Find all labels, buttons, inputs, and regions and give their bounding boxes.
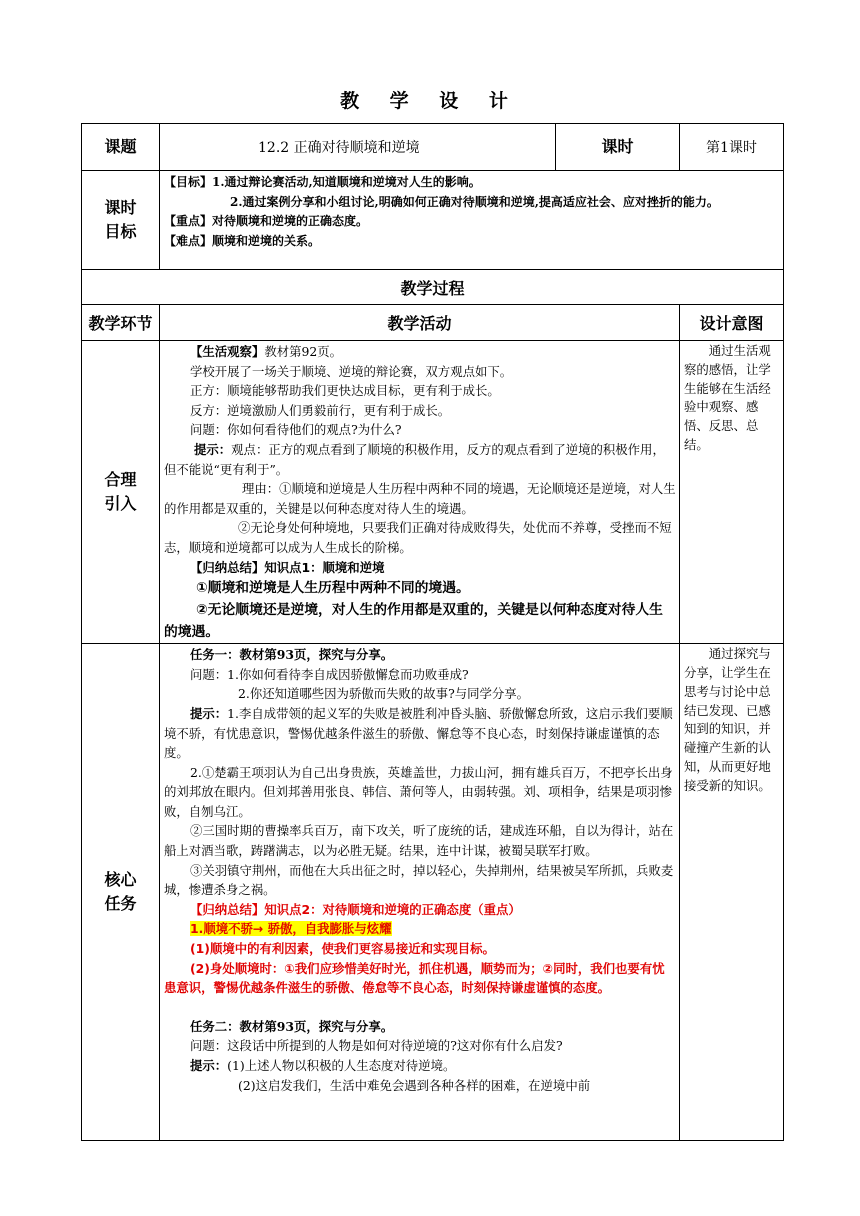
task-two-hint <box>164 1056 676 1076</box>
summary-heading: 【归纳总结】知识点2：对待顺境和逆境的正确态度（重点） <box>190 901 521 917</box>
course-value: 12.2 正确对待顺境和逆境 <box>160 124 556 171</box>
intro-paragraph: 学校开展了一场关于顺境、逆境的辩论赛，双方观点如下。 <box>190 363 513 379</box>
section-core-label-line2: 任务 <box>104 894 137 914</box>
goals-label <box>82 171 160 270</box>
goal-line: 【重点】对待顺境和逆境的正确态度。 <box>164 214 369 228</box>
observation-tag: 【生活观察】 <box>190 344 265 359</box>
spacer <box>164 998 676 1017</box>
goal-line: 【难点】顺境和逆境的关系。 <box>164 233 321 248</box>
section-core-label <box>82 644 160 1141</box>
hint-text: 观点：正方的观点看到了顺境的积极作用，反方的观点看到了逆境的积极作用，但不能说“更有利于”。 <box>164 441 665 477</box>
summary-heading: 【归纳总结】知识点1：顺境和逆境 <box>190 559 385 575</box>
task-one-hint: ②三国时期的曹操率兵百万，南下攻关，听了庞统的话，建成连环船，自以为得计，站在船上对酒当歌，踌躇满志，以为必胜无疑。结果，连中计谋，被蜀吴联军打败。 <box>164 823 674 859</box>
column-intent: 设计意图 <box>680 305 784 341</box>
section-core-row <box>82 644 784 1141</box>
hours-value: 第1课时 <box>680 124 784 171</box>
knowledge-point: (2)身处顺境时：①我们应珍惜美好时光，抓住机遇，顺势而为；②同时，我们也要有忧患意识，警惕优越条件滋生的骄傲、倦怠等不良心态，时刻保持谦虚谨慎的态度。 <box>164 960 665 996</box>
section-intro-label-line2: 引入 <box>104 494 137 514</box>
reason-one: 理由：①顺境和逆境是人生历程中两种不同的境遇，无论顺境还是逆境，对人生的作用都是双重的，关键是以何种态度对待人生的境遇。 <box>164 481 676 516</box>
knowledge-point: ①顺境和逆境是人生历程中两种不同的境遇。 <box>196 580 470 597</box>
page-title: 教 学 设 计 <box>340 90 520 112</box>
observation-text: 教材第92页。 <box>264 344 343 359</box>
section-intro-content <box>160 341 680 644</box>
goal-line: 【目标】1.通过辩论赛活动,知道顺境和逆境对人生的影响。 <box>164 175 481 189</box>
hint-label: 提示： <box>194 441 232 457</box>
task-two-heading: 任务二：教材第93页，探究与分享。 <box>190 1018 394 1034</box>
column-header-row <box>82 305 784 341</box>
section-intro-intent: 通过生活观察的感悟，让学生能够在生活经验中观察、感悟、反思、总结。 <box>680 341 784 644</box>
task-two-hint: (2)这启发我们，生活中难免会遇到各种各样的困难，在逆境中前 <box>238 1077 591 1093</box>
task-two-question: 问题：这段话中所提到的人物是如何对待逆境的?这对你有什么启发? <box>190 1038 563 1054</box>
intro-question: 问题：你如何看待他们的观点?为什么? <box>190 422 402 438</box>
task-one-hint: 2.①楚霸王项羽认为自己出身贵族，英雄盖世，力拔山河，拥有雄兵百万，不把亭长出身的刘邦放在眼内。但刘邦善用张良、韩信、萧何等人，由弱转强。刘、项相争，结果是项羽惨败，自刎乌江。 <box>164 764 673 819</box>
course-label: 课题 <box>82 124 160 171</box>
course-row <box>82 124 784 171</box>
task-one-question: 问题：1.你如何看待李自成因骄傲懈怠而功败垂成? <box>190 666 469 682</box>
section-intro-label <box>82 341 160 644</box>
goals-label-line1: 课时 <box>104 198 137 217</box>
process-header-row <box>82 270 784 305</box>
process-header: 教学过程 <box>82 270 784 305</box>
task-one-heading: 任务一：教材第93页，探究与分享。 <box>190 647 394 663</box>
observation-line <box>164 342 676 362</box>
knowledge-point: (1)顺境中的有利因素，使我们更容易接近和实现目标。 <box>190 941 495 957</box>
goals-content <box>160 171 784 270</box>
section-intro-label-line1: 合理 <box>104 470 137 490</box>
section-intro-row <box>82 341 784 644</box>
goal-line: 2.通过案例分享和小组讨论,明确如何正确对待顺境和逆境,提高适应社会、应对挫折的能力。 <box>230 194 719 209</box>
section-core-intent: 通过探究与分享，让学生在思考与讨论中总结已发现、已感知到的知识，并碰撞产生新的认知，从而更好地接受新的知识。 <box>680 644 784 1141</box>
highlight-line <box>164 919 676 939</box>
negative-view: 反方：逆境激励人们勇毅前行，更有利于成长。 <box>190 402 451 418</box>
reason-two: ②无论身处何种境地，只要我们正确对待成败得失，处优而不养尊，受挫而不短志，顺境和逆境都可以成为人生成长的阶梯。 <box>164 520 672 555</box>
column-stage: 教学环节 <box>82 305 160 341</box>
highlighted-point: 1.顺境不骄→ 骄傲，自我膨胀与炫耀 <box>190 921 392 937</box>
column-activity: 教学活动 <box>160 305 680 341</box>
hint-text: 1.李自成带领的起义军的失败是被胜利冲昏头脑、骄傲懈怠所致，这启示我们要顺境不骄，有忧患意识，警惕优越条件滋生的骄傲、懈怠等不良心态，时刻保持谦虚谨慎的态度。 <box>164 705 673 761</box>
affirmative-view: 正方：顺境能够帮助我们更快达成目标，更有利于成长。 <box>190 383 500 399</box>
knowledge-point: ②无论顺境还是逆境，对人生的作用都是双重的，关键是以何种态度对待人生的境遇。 <box>164 602 663 641</box>
task-one-hint <box>164 704 676 763</box>
goals-label-line2: 目标 <box>104 222 137 241</box>
goals-row <box>82 171 784 270</box>
section-core-label-line1: 核心 <box>104 870 137 890</box>
lesson-table <box>81 123 784 1141</box>
hint-label: 提示： <box>190 705 228 721</box>
task-one-question: 2.你还知道哪些因为骄傲而失败的故事?与同学分享。 <box>238 686 530 702</box>
hint-text: (1)上述人物以积极的人生态度对待逆境。 <box>227 1058 456 1073</box>
hint-label: 提示： <box>190 1058 228 1073</box>
hours-label: 课时 <box>556 124 680 171</box>
section-core-content <box>160 644 680 1141</box>
intro-hint <box>164 440 676 479</box>
task-one-hint: ③关羽镇守荆州，而他在大兵出征之时，掉以轻心，失掉荆州，结果被吴军所抓，兵败麦城，惨遭杀身之祸。 <box>164 862 674 898</box>
